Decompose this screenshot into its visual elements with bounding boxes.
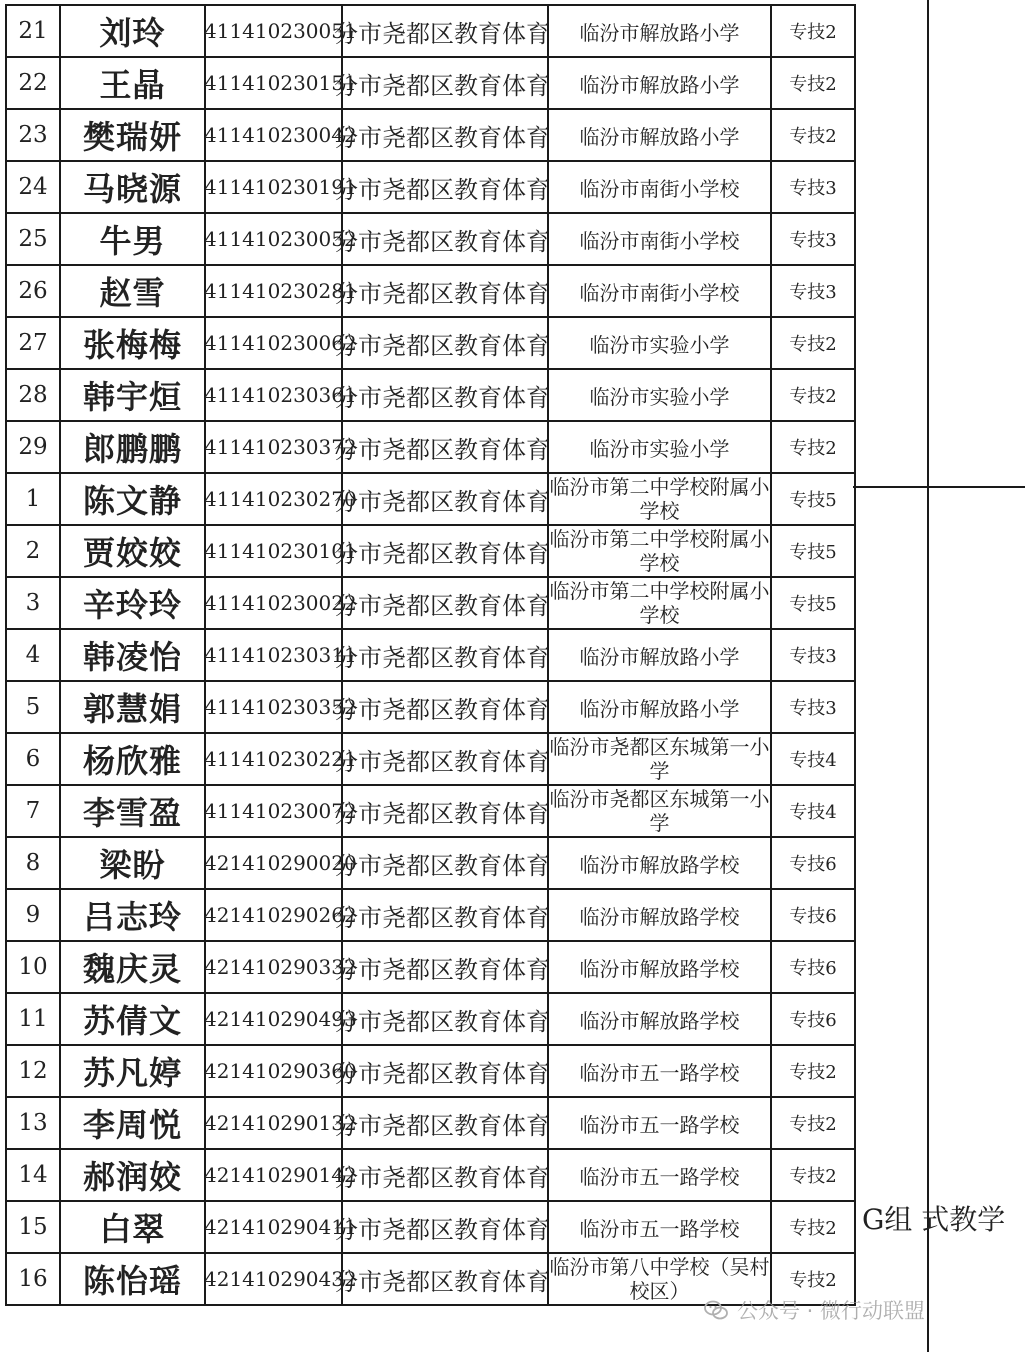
table-row bbox=[6, 889, 855, 941]
row-number: 27 bbox=[6, 317, 60, 369]
person-name: 樊瑞妍 bbox=[60, 109, 205, 161]
department-name: 分市尧都区教育体育 bbox=[342, 889, 548, 941]
person-name: 刘玲 bbox=[60, 5, 205, 57]
post-category: 专技4 bbox=[771, 785, 855, 837]
school-name: 临汾市解放路学校 bbox=[548, 889, 771, 941]
post-category: 专技2 bbox=[771, 1149, 855, 1201]
candidate-id: 411410230062 bbox=[205, 317, 342, 369]
department-name: 分市尧都区教育体育 bbox=[342, 213, 548, 265]
post-category: 专技6 bbox=[771, 993, 855, 1045]
department-name: 分市尧都区教育体育 bbox=[342, 109, 548, 161]
row-number: 11 bbox=[6, 993, 60, 1045]
row-number: 24 bbox=[6, 161, 60, 213]
school-name: 临汾市南街小学校 bbox=[548, 213, 771, 265]
post-category: 专技2 bbox=[771, 421, 855, 473]
post-category: 专技2 bbox=[771, 317, 855, 369]
person-name: 苏倩文 bbox=[60, 993, 205, 1045]
table-row bbox=[6, 421, 855, 473]
table-row bbox=[6, 629, 855, 681]
school-name: 临汾市南街小学校 bbox=[548, 161, 771, 213]
roster-table bbox=[5, 4, 856, 1306]
candidate-id: 411410230072 bbox=[205, 785, 342, 837]
school-name: 临汾市五一路学校 bbox=[548, 1149, 771, 1201]
post-category: 专技2 bbox=[771, 1045, 855, 1097]
school-name: 临汾市实验小学 bbox=[548, 421, 771, 473]
candidate-id: 421410290020 bbox=[205, 837, 342, 889]
school-name: 临汾市解放路小学 bbox=[548, 629, 771, 681]
person-name: 梁盼 bbox=[60, 837, 205, 889]
watermark bbox=[703, 1293, 925, 1327]
department-name: 分市尧都区教育体育 bbox=[342, 629, 548, 681]
post-category: 专技2 bbox=[771, 1253, 855, 1305]
department-name: 分市尧都区教育体育 bbox=[342, 1097, 548, 1149]
department-name: 分市尧都区教育体育 bbox=[342, 681, 548, 733]
person-name: 郎鹏鹏 bbox=[60, 421, 205, 473]
person-name: 魏庆灵 bbox=[60, 941, 205, 993]
candidate-id: 411410230281 bbox=[205, 265, 342, 317]
candidate-id: 411410230270 bbox=[205, 473, 342, 525]
post-category: 专技6 bbox=[771, 941, 855, 993]
candidate-id: 411410230372 bbox=[205, 421, 342, 473]
school-name: 临汾市第二中学校附属小学校 bbox=[549, 527, 770, 575]
department-name: 分市尧都区教育体育 bbox=[342, 1201, 548, 1253]
row-number: 16 bbox=[6, 1253, 60, 1305]
row-number: 8 bbox=[6, 837, 60, 889]
table-row bbox=[6, 681, 855, 733]
candidate-id: 411410230101 bbox=[205, 525, 342, 577]
post-category: 专技5 bbox=[771, 525, 855, 577]
department-name: 分市尧都区教育体育 bbox=[342, 837, 548, 889]
post-category: 专技5 bbox=[771, 473, 855, 525]
department-name: 分市尧都区教育体育 bbox=[342, 1149, 548, 1201]
department-name: 分市尧都区教育体育 bbox=[342, 5, 548, 57]
candidate-id: 411410230221 bbox=[205, 733, 342, 785]
watermark-text: 公众号 · 微行动联盟 bbox=[737, 1299, 926, 1323]
post-category: 专技5 bbox=[771, 577, 855, 629]
outer-border-right bbox=[927, 0, 929, 1352]
department-name: 分市尧都区教育体育 bbox=[342, 577, 548, 629]
candidate-id: 411410230361 bbox=[205, 369, 342, 421]
person-name: 牛男 bbox=[60, 213, 205, 265]
person-name: 白翠 bbox=[60, 1201, 205, 1253]
department-name: 分市尧都区教育体育 bbox=[342, 733, 548, 785]
row-number: 13 bbox=[6, 1097, 60, 1149]
department-name: 分市尧都区教育体育 bbox=[342, 369, 548, 421]
person-name: 王晶 bbox=[60, 57, 205, 109]
department-name: 分市尧都区教育体育 bbox=[342, 421, 548, 473]
candidate-id: 421410290142 bbox=[205, 1149, 342, 1201]
school-name: 临汾市解放路小学 bbox=[548, 681, 771, 733]
post-category: 专技2 bbox=[771, 109, 855, 161]
row-number: 3 bbox=[6, 577, 60, 629]
table-row bbox=[6, 1097, 855, 1149]
row-number: 10 bbox=[6, 941, 60, 993]
school-name: 临汾市南街小学校 bbox=[548, 265, 771, 317]
candidate-id: 411410230022 bbox=[205, 577, 342, 629]
table-row bbox=[6, 473, 855, 525]
row-number: 4 bbox=[6, 629, 60, 681]
school-name: 临汾市实验小学 bbox=[548, 369, 771, 421]
row-number: 12 bbox=[6, 1045, 60, 1097]
candidate-id: 421410290132 bbox=[205, 1097, 342, 1149]
candidate-id: 411410230052 bbox=[205, 213, 342, 265]
school-name: 临汾市尧都区东城第一小学 bbox=[549, 735, 770, 783]
person-name: 马晓源 bbox=[60, 161, 205, 213]
table-row bbox=[6, 733, 855, 785]
candidate-id: 411410230051 bbox=[205, 5, 342, 57]
school-name: 临汾市五一路学校 bbox=[548, 1045, 771, 1097]
school-name: 临汾市解放路学校 bbox=[548, 993, 771, 1045]
row-number: 29 bbox=[6, 421, 60, 473]
department-name: 分市尧都区教育体育 bbox=[342, 993, 548, 1045]
post-category: 专技2 bbox=[771, 369, 855, 421]
school-name: 临汾市五一路学校 bbox=[548, 1201, 771, 1253]
person-name: 赵雪 bbox=[60, 265, 205, 317]
row-number: 2 bbox=[6, 525, 60, 577]
row-number: 23 bbox=[6, 109, 60, 161]
wechat-icon bbox=[703, 1297, 729, 1323]
post-category: 专技3 bbox=[771, 681, 855, 733]
table-row bbox=[6, 785, 855, 837]
person-name: 辛玲玲 bbox=[60, 577, 205, 629]
post-category: 专技6 bbox=[771, 837, 855, 889]
row-number: 22 bbox=[6, 57, 60, 109]
table-row bbox=[6, 109, 855, 161]
table-row bbox=[6, 57, 855, 109]
table-row bbox=[6, 941, 855, 993]
department-name: 分市尧都区教育体育 bbox=[342, 57, 548, 109]
school-name: 临汾市第二中学校附属小学校 bbox=[549, 579, 770, 627]
table-row bbox=[6, 5, 855, 57]
post-category: 专技2 bbox=[771, 5, 855, 57]
school-name: 临汾市第八中学校（吴村校区） bbox=[549, 1255, 770, 1303]
person-name: 张梅梅 bbox=[60, 317, 205, 369]
school-name: 临汾市解放路学校 bbox=[548, 941, 771, 993]
school-name: 临汾市尧都区东城第一小学 bbox=[549, 787, 770, 835]
table-row bbox=[6, 1201, 855, 1253]
person-name: 李雪盈 bbox=[60, 785, 205, 837]
row-number: 5 bbox=[6, 681, 60, 733]
post-category: 专技3 bbox=[771, 213, 855, 265]
person-name: 韩宇烜 bbox=[60, 369, 205, 421]
school-name: 临汾市解放路小学 bbox=[548, 109, 771, 161]
candidate-id: 421410290432 bbox=[205, 1253, 342, 1305]
department-name: 分市尧都区教育体育 bbox=[342, 265, 548, 317]
department-name: 分市尧都区教育体育 bbox=[342, 941, 548, 993]
candidate-id: 421410290332 bbox=[205, 941, 342, 993]
candidate-id: 421410290411 bbox=[205, 1201, 342, 1253]
post-category: 专技2 bbox=[771, 57, 855, 109]
table-row bbox=[6, 317, 855, 369]
post-category: 专技2 bbox=[771, 1201, 855, 1253]
person-name: 郝润姣 bbox=[60, 1149, 205, 1201]
school-name: 临汾市解放路学校 bbox=[548, 837, 771, 889]
row-number: 25 bbox=[6, 213, 60, 265]
row-number: 15 bbox=[6, 1201, 60, 1253]
department-name: 分市尧都区教育体育 bbox=[342, 525, 548, 577]
post-category: 专技4 bbox=[771, 733, 855, 785]
person-name: 李周悦 bbox=[60, 1097, 205, 1149]
row-number: 14 bbox=[6, 1149, 60, 1201]
group-divider-line bbox=[853, 486, 1025, 488]
school-name: 临汾市五一路学校 bbox=[548, 1097, 771, 1149]
school-name: 临汾市实验小学 bbox=[548, 317, 771, 369]
person-name: 吕志玲 bbox=[60, 889, 205, 941]
post-category: 专技6 bbox=[771, 889, 855, 941]
table-row bbox=[6, 213, 855, 265]
school-name: 临汾市第二中学校附属小学校 bbox=[549, 475, 770, 523]
table-row bbox=[6, 161, 855, 213]
post-category: 专技2 bbox=[771, 1097, 855, 1149]
table-row bbox=[6, 1045, 855, 1097]
table-row bbox=[6, 837, 855, 889]
person-name: 杨欣雅 bbox=[60, 733, 205, 785]
post-category: 专技3 bbox=[771, 161, 855, 213]
table-row bbox=[6, 577, 855, 629]
candidate-id: 411410230042 bbox=[205, 109, 342, 161]
candidate-id: 411410230311 bbox=[205, 629, 342, 681]
department-name: 分市尧都区教育体育 bbox=[342, 473, 548, 525]
department-name: 分市尧都区教育体育 bbox=[342, 785, 548, 837]
candidate-id: 411410230352 bbox=[205, 681, 342, 733]
candidate-id: 411410230191 bbox=[205, 161, 342, 213]
row-number: 6 bbox=[6, 733, 60, 785]
candidate-id: 421410290493 bbox=[205, 993, 342, 1045]
row-number: 9 bbox=[6, 889, 60, 941]
person-name: 陈怡瑶 bbox=[60, 1253, 205, 1305]
department-name: 分市尧都区教育体育 bbox=[342, 1045, 548, 1097]
row-number: 21 bbox=[6, 5, 60, 57]
person-name: 苏凡婷 bbox=[60, 1045, 205, 1097]
school-name: 临汾市解放路小学 bbox=[548, 57, 771, 109]
person-name: 贾姣姣 bbox=[60, 525, 205, 577]
person-name: 陈文静 bbox=[60, 473, 205, 525]
department-name: 分市尧都区教育体育 bbox=[342, 1253, 548, 1305]
person-name: 韩凌怡 bbox=[60, 629, 205, 681]
table-row bbox=[6, 993, 855, 1045]
table-row bbox=[6, 525, 855, 577]
post-category: 专技3 bbox=[771, 265, 855, 317]
department-name: 分市尧都区教育体育 bbox=[342, 161, 548, 213]
post-category: 专技3 bbox=[771, 629, 855, 681]
school-name: 临汾市解放路小学 bbox=[548, 5, 771, 57]
candidate-id: 411410230151 bbox=[205, 57, 342, 109]
table-row bbox=[6, 369, 855, 421]
department-name: 分市尧都区教育体育 bbox=[342, 317, 548, 369]
table-row bbox=[6, 265, 855, 317]
candidate-id: 421410290360 bbox=[205, 1045, 342, 1097]
person-name: 郭慧娟 bbox=[60, 681, 205, 733]
row-number: 1 bbox=[6, 473, 60, 525]
group-label: G组 式教学 bbox=[862, 1203, 1006, 1236]
roster-body bbox=[6, 5, 855, 1305]
table-row bbox=[6, 1149, 855, 1201]
row-number: 28 bbox=[6, 369, 60, 421]
candidate-id: 421410290262 bbox=[205, 889, 342, 941]
row-number: 26 bbox=[6, 265, 60, 317]
row-number: 7 bbox=[6, 785, 60, 837]
